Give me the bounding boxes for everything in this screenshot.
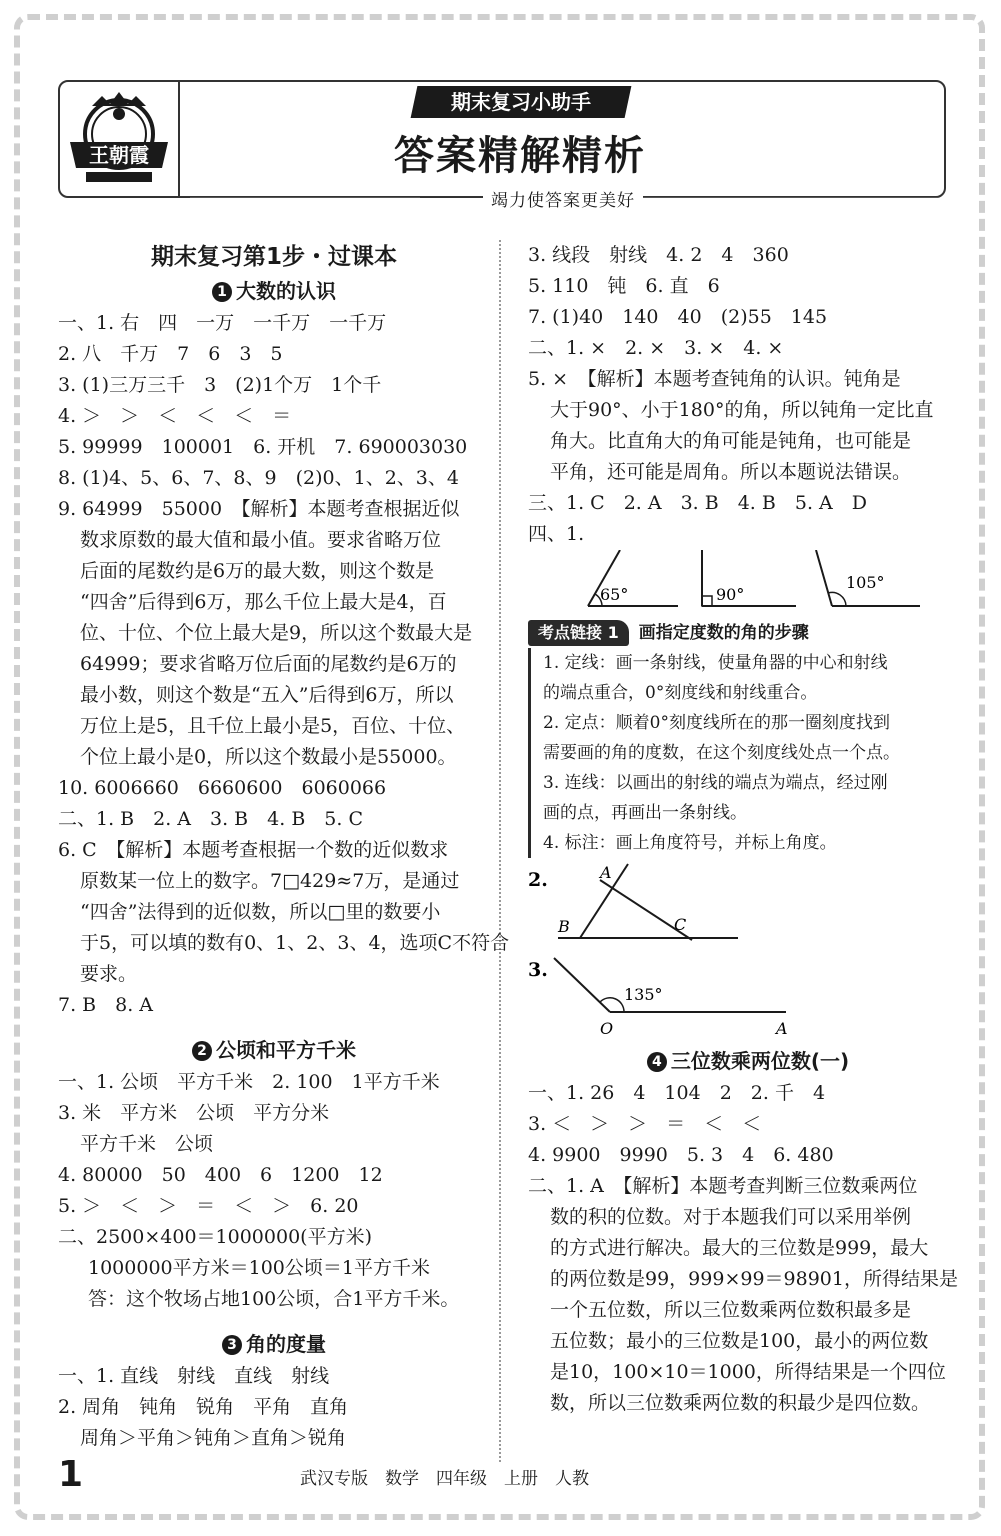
section-title: 4 三位数乘两位数(一) bbox=[528, 1044, 968, 1078]
text-line: 4. 9900 9990 5. 3 4 6. 480 bbox=[528, 1144, 834, 1166]
text-line: 3. (1)三万三千 3 (2)1个万 1个千 bbox=[58, 374, 382, 396]
text-line: 最小数，则这个数是“五入”后得到6万，所以 bbox=[80, 684, 454, 706]
text-line: 2. 定点：顺着0°刻度线所在的那一圈刻度找到 bbox=[543, 713, 890, 733]
header-tag: 期末复习小助手 bbox=[411, 86, 632, 118]
text-line: 角大。比直角大的角可能是钝角，也可能是 bbox=[550, 430, 912, 452]
left-column bbox=[58, 240, 510, 1454]
text-line: 周角＞平角＞钝角＞直角＞锐角 bbox=[80, 1427, 347, 1449]
text-line: 7. (1)40 140 40 (2)55 145 bbox=[528, 306, 828, 328]
text-line: 数求原数的最大值和最小值。要求省略万位 bbox=[80, 529, 442, 551]
angle-105-figure bbox=[816, 550, 920, 606]
text-line: 数的积的位数。对于本题我们可以采用举例 bbox=[550, 1206, 912, 1228]
section-number-badge: 4 bbox=[647, 1052, 667, 1072]
text-line: 3. ＜ ＞ ＞ ＝ ＜ ＜ bbox=[528, 1113, 762, 1135]
angle-65-label: 65° bbox=[600, 585, 629, 604]
text-line: 平角，还可能是周角。所以本题说法错误。 bbox=[550, 461, 912, 483]
section-number-badge: 1 bbox=[212, 282, 232, 302]
text-line: 一个五位数，所以三位数乘两位数积最多是 bbox=[550, 1299, 912, 1321]
section-body bbox=[528, 240, 968, 550]
text-line: 原数某一位上的数字。7□429≈7万，是通过 bbox=[80, 870, 460, 892]
right-column bbox=[528, 240, 968, 1419]
text-line: 5. × 【解析】本题考查钝角的认识。钝角是 bbox=[528, 368, 901, 390]
section-number-badge: 3 bbox=[222, 1335, 242, 1355]
text-line: 需要画的角的度数，在这个刻度线处点一个点。 bbox=[543, 743, 900, 763]
text-line: 二、1. × 2. × 3. × 4. × bbox=[528, 337, 784, 359]
point-o: O bbox=[600, 1019, 614, 1038]
text-line: 是10，100×10＝1000，所得结果是一个四位 bbox=[550, 1361, 946, 1383]
text-line: 一、1. 26 4 104 2 2. 千 4 bbox=[528, 1082, 826, 1104]
text-line: 3. 线段 射线 4. 2 4 360 bbox=[528, 244, 789, 266]
text-line: 1000000平方米＝100公顷＝1平方千米 bbox=[88, 1257, 430, 1279]
text-line: 的端点重合，0°刻度线和射线重合。 bbox=[543, 683, 818, 703]
text-line: 数，所以三位数乘两位数的积最少是四位数。 bbox=[550, 1392, 931, 1414]
angle-65-figure bbox=[588, 550, 678, 606]
text-line: 5. 99999 100001 6. 开机 7. 690003030 bbox=[58, 436, 468, 458]
page-title: 答案精解精析 bbox=[394, 133, 646, 179]
text-line: 7. B 8. A bbox=[58, 994, 154, 1016]
text-line: 要求。 bbox=[80, 963, 138, 985]
point-c: C bbox=[674, 915, 687, 934]
text-line: 的方式进行解决。最大的三位数是999，最大 bbox=[550, 1237, 929, 1259]
angle-drawings bbox=[528, 550, 958, 612]
footer-meta: 武汉专版 数学 四年级 上册 人教 bbox=[300, 1469, 589, 1489]
text-line: 万位上是5，且千位上最小是5，百位、十位、 bbox=[80, 715, 466, 737]
text-line: 三、1. C 2. A 3. B 4. B 5. A D bbox=[528, 492, 867, 514]
logo-text: 王朝霞 bbox=[89, 143, 149, 167]
brand-logo bbox=[66, 88, 172, 192]
text-line: 五位数；最小的三位数是100，最小的两位数 bbox=[550, 1330, 929, 1352]
text-line: 9. 64999 55000 【解析】本题考查根据近似 bbox=[58, 498, 460, 520]
text-line: 6. C 【解析】本题考查根据一个数的近似数求 bbox=[58, 839, 449, 861]
text-line: 于5，可以填的数有0、1、2、3、4，选项C不符合 bbox=[80, 932, 510, 954]
section-number-badge: 2 bbox=[192, 1041, 212, 1061]
text-line: 四、1. bbox=[528, 523, 585, 545]
text-line: 4. 80000 50 400 6 1200 12 bbox=[58, 1164, 383, 1186]
step-title: 期末复习第1步・过课本 bbox=[150, 244, 397, 270]
angle-135-figure bbox=[528, 954, 958, 1044]
link-tag: 考点链接 1 bbox=[528, 620, 629, 646]
text-line: 个位上最小是0，所以这个数最小是55000。 bbox=[80, 746, 457, 768]
angle-105-label: 105° bbox=[846, 573, 885, 592]
text-line: “四舍”后得到6万，那么千位上最大是4，百 bbox=[80, 591, 447, 613]
text-line: 一、1. 直线 射线 直线 射线 bbox=[58, 1365, 330, 1387]
section-title: 2 公顷和平方千米 bbox=[58, 1033, 490, 1067]
fig3-label: 3. bbox=[528, 959, 548, 981]
section-title: 1 大数的认识 bbox=[58, 274, 490, 308]
section-body bbox=[58, 1067, 490, 1315]
angle-90-figure bbox=[702, 550, 796, 606]
text-line: 5. 110 钝 6. 直 6 bbox=[528, 275, 720, 297]
text-line: 二、2500×400＝1000000(平方米) bbox=[58, 1226, 372, 1248]
text-line: 2. 周角 钝角 锐角 平角 直角 bbox=[58, 1396, 349, 1418]
text-line: 5. ＞ ＜ ＞ ＝ ＜ ＞ 6. 20 bbox=[58, 1195, 359, 1217]
text-line: 3. 米 平方米 公顷 平方分米 bbox=[58, 1102, 330, 1124]
text-line: 二、1. A 【解析】本题考查判断三位数乘两位 bbox=[528, 1175, 918, 1197]
text-line: 画的点，再画出一条射线。 bbox=[543, 803, 747, 823]
point-b: B bbox=[558, 917, 570, 936]
header-divider bbox=[178, 80, 180, 198]
page-number: 1 bbox=[58, 1454, 84, 1495]
text-line: 8. (1)4、5、6、7、8、9 (2)0、1、2、3、4 bbox=[58, 467, 459, 489]
text-line: 后面的尾数约是6万的最大数，则这个数是 bbox=[80, 560, 435, 582]
text-line: 3. 连线：以画出的射线的端点为端点，经过刚 bbox=[543, 773, 888, 793]
section-body bbox=[58, 308, 510, 1021]
text-line: 一、1. 公顷 平方千米 2. 100 1平方千米 bbox=[58, 1071, 440, 1093]
section-title: 3 角的度量 bbox=[58, 1327, 490, 1361]
text-line: 二、1. B 2. A 3. B 4. B 5. C bbox=[58, 808, 363, 830]
text-line: 位、十位、个位上最大是9，所以这个数最大是 bbox=[80, 622, 473, 644]
link-title: 画指定度数的角的步骤 bbox=[638, 622, 809, 643]
angle-135-label: 135° bbox=[624, 985, 663, 1004]
text-line: 答：这个牧场占地100公顷，合1平方千米。 bbox=[88, 1288, 460, 1310]
knowledge-link bbox=[528, 618, 968, 858]
text-line: 一、1. 右 四 一万 一千万 一千万 bbox=[58, 312, 387, 334]
point-a2: A bbox=[776, 1019, 788, 1038]
column-divider bbox=[499, 240, 502, 1462]
text-line: 2. 八 千万 7 6 3 5 bbox=[58, 343, 283, 365]
triangle-figure bbox=[528, 862, 958, 954]
section-body bbox=[528, 1078, 968, 1419]
text-line: 平方千米 公顷 bbox=[80, 1133, 214, 1155]
text-line: 4. 标注：画上角度符号，并标上角度。 bbox=[543, 833, 837, 853]
point-a: A bbox=[600, 863, 612, 882]
angle-90-label: 90° bbox=[716, 585, 745, 604]
text-line: 64999；要求省略万位后面的尾数约是6万的 bbox=[80, 653, 457, 675]
text-line: “四舍”法得到的近似数，所以□里的数要小 bbox=[80, 901, 441, 923]
link-body bbox=[528, 648, 968, 858]
text-line: 4. ＞ ＞ ＜ ＜ ＜ ＝ bbox=[58, 405, 292, 427]
section-body bbox=[58, 1361, 490, 1454]
text-line: 1. 定线：画一条射线，使量角器的中心和射线 bbox=[543, 653, 888, 673]
text-line: 的两位数是99，999×99＝98901，所得结果是 bbox=[550, 1268, 958, 1290]
slogan: 竭力使答案更美好 bbox=[180, 186, 946, 211]
text-line: 10. 6006660 6660600 6060066 bbox=[58, 777, 387, 799]
text-line: 大于90°、小于180°的角，所以钝角一定比直 bbox=[550, 399, 934, 421]
fig2-label: 2. bbox=[528, 869, 548, 891]
